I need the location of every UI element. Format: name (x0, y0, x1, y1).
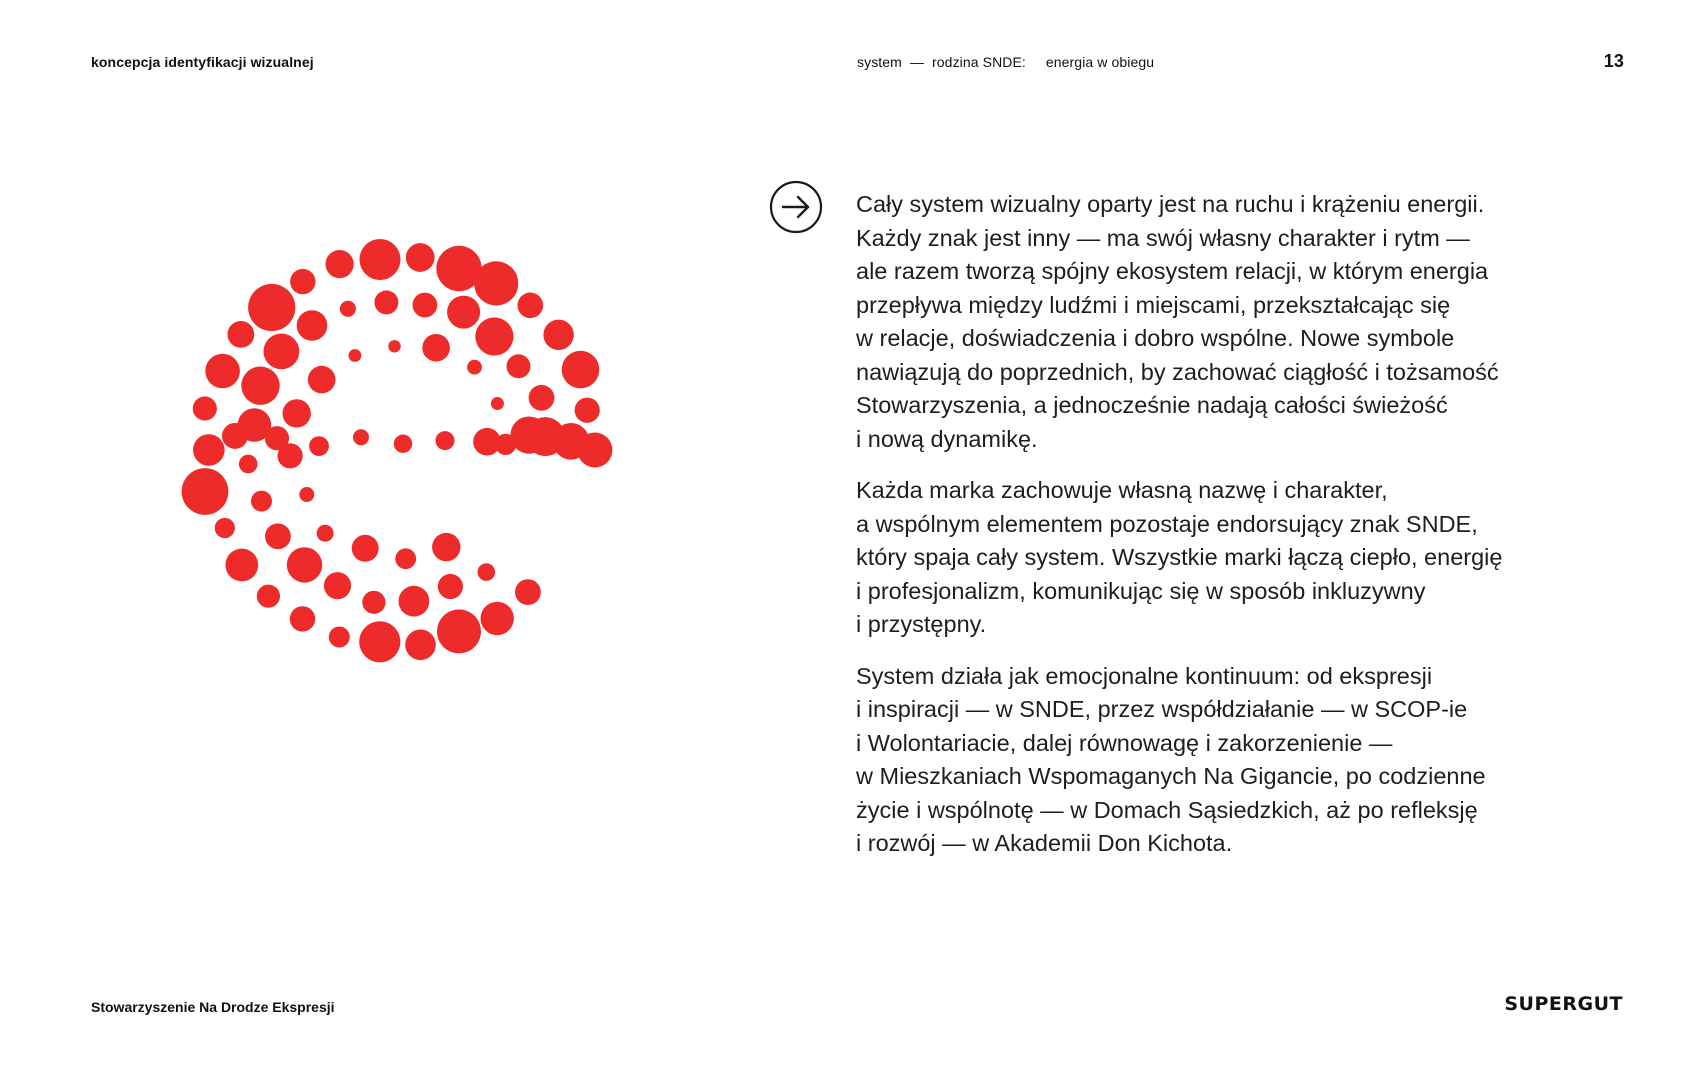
logo-dot (515, 579, 541, 605)
logo-dot (432, 533, 460, 561)
logo-dot (349, 349, 362, 362)
chapter-breadcrumb (857, 54, 1154, 70)
logo-dot (518, 293, 544, 319)
logo-dot (251, 491, 272, 512)
logo-dot (241, 367, 279, 405)
logo-dot (374, 290, 398, 314)
logo-dot (265, 426, 289, 450)
logo-dot (290, 606, 315, 631)
document-section-title: koncepcja identyfikacji wizualnej (91, 54, 314, 70)
logo-dot (406, 243, 435, 272)
logo-dot (193, 434, 225, 466)
logo-dot (399, 586, 430, 617)
logo-dot (248, 284, 295, 331)
logo-dot (340, 301, 356, 317)
logo-dot (562, 351, 600, 389)
logo-dot (475, 317, 513, 355)
logo-dot (438, 574, 463, 599)
logo-dot (317, 525, 334, 542)
logo-dot (205, 354, 240, 389)
paragraph-energy-circulation: Cały system wizualny oparty jest na ruchu i krążeniu energii. Każdy znak jest inny — ma swój własny charakter i rytm — ale razem tworzą spójny ekosystem relacji, w którym energia przepływa między ludźmi i miejscami, przekształcając się w relacje, doświadczenia i dobro wspólne. Nowe symbole nawiązują do poprzednich, by zachować ciągłość i tożsamość Stowarzyszenia, a jednocześnie nadają całości świeżość i nową dynamikę. (856, 191, 1499, 452)
logo-dot (265, 523, 291, 549)
logo-dot (481, 602, 514, 635)
logo-dot (257, 585, 280, 608)
organization-name: Stowarzyszenie Na Drodze Ekspresji (91, 999, 335, 1015)
logo-dot (222, 423, 248, 449)
logo-dot (553, 423, 590, 460)
logo-dot (394, 435, 412, 453)
agency-logo: SUPERGUT (1504, 993, 1623, 1015)
logo-dot (182, 468, 229, 515)
logo-dot (360, 239, 401, 280)
logo-dot (473, 428, 501, 456)
logo-dot (308, 366, 336, 394)
logo-dot (225, 549, 258, 582)
logo-dot (283, 399, 311, 427)
arrow-right-icon (769, 180, 823, 234)
logo-dot (437, 609, 481, 653)
logo-dot (193, 396, 217, 420)
logo-dot (309, 436, 329, 456)
breadcrumb-system: system (857, 54, 902, 70)
paragraph-brand-endorsement: Każda marka zachowuje własną nazwę i charakter, a wspólnym elementem pozostaje endorsujący znak SNDE, który spaja cały system. Wszystkie marki łączą ciepło, energię i profesjonalizm, komunikując się w sposób inkluzywny i przystępny. (856, 477, 1503, 637)
logo-dot (239, 455, 258, 474)
logo-dot (362, 591, 385, 614)
logo-dot (405, 630, 436, 661)
logo-dot (324, 572, 351, 599)
body-text (856, 188, 1576, 879)
breadcrumb-family: rodzina SNDE: (932, 54, 1026, 70)
logo-dot (290, 269, 315, 294)
logo-dot (436, 431, 455, 450)
logo-dot (543, 320, 573, 350)
logo-dot (491, 397, 504, 410)
logo-dot (422, 334, 450, 362)
breadcrumb-dash: — (909, 54, 925, 70)
logo-dot (447, 296, 480, 329)
logo-dot (575, 398, 600, 423)
logo-dot (353, 429, 369, 445)
logo-dot (297, 310, 328, 341)
logo-dot (388, 340, 400, 352)
logo-dot (474, 261, 518, 305)
logo-dot (510, 417, 547, 454)
logo-dot (228, 321, 255, 348)
logo-dot (352, 535, 379, 562)
logo-dot (215, 518, 235, 538)
logo-dot (529, 385, 555, 411)
logo-dot (507, 354, 531, 378)
logo-dot (287, 547, 322, 582)
page-number: 13 (1603, 51, 1624, 71)
logo-dot (467, 360, 482, 375)
logo-dot (264, 334, 300, 370)
e-dots-logo (175, 225, 625, 675)
logo-dot (326, 250, 354, 278)
breadcrumb-topic: energia w obiegu (1045, 54, 1155, 70)
paragraph-emotional-continuum: System działa jak emocjonalne kontinuum: od ekspresji i inspiracji — w SNDE, przez współdziałanie — w SCOP-ie i Wolontariacie, dalej równowagę i zakorzenienie — w Mieszkaniach Wspomaganych Na Gigancie, po codzienne życie i wspólnotę — w Domach Sąsiedzkich, aż po refleksję i rozwój — w Akademii Don Kichota. (856, 662, 1486, 856)
logo-dot (299, 487, 314, 502)
logo-dot (395, 548, 416, 569)
logo-dot (413, 293, 438, 318)
logo-dot (478, 563, 496, 581)
logo-dot (359, 621, 400, 662)
logo-dot (329, 627, 350, 648)
